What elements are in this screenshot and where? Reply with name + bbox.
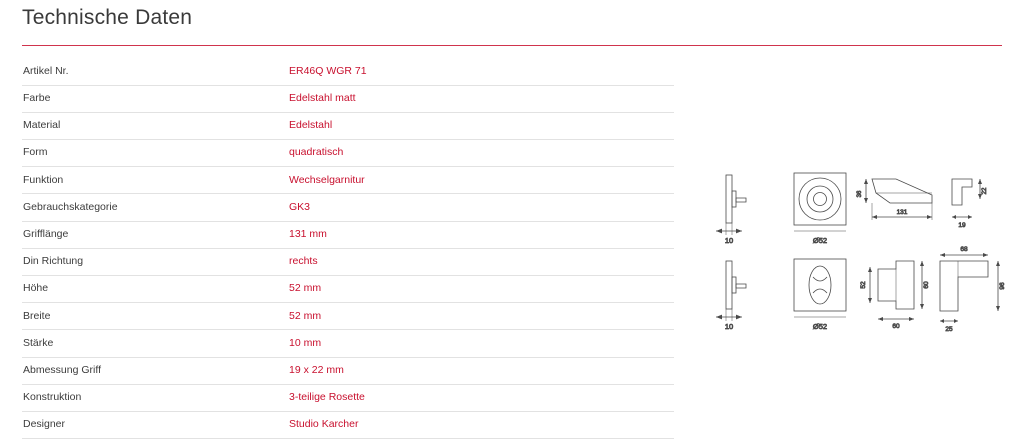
spec-value: rechts — [287, 248, 674, 275]
spec-label: Gebrauchskategorie — [22, 194, 287, 221]
spec-value: 52 mm — [287, 276, 674, 303]
table-row — [22, 384, 674, 411]
drawing-rosette-profile — [868, 261, 924, 321]
table-row — [22, 276, 674, 303]
table-row — [22, 221, 674, 248]
table-row — [22, 303, 674, 330]
spec-value: 52 mm — [287, 303, 674, 330]
dim-rosette-block-height: 60 — [923, 281, 930, 289]
spec-label: Din Richtung — [22, 248, 287, 275]
spec-label: Designer — [22, 411, 287, 438]
dim-handle-depth: 19 — [958, 222, 966, 229]
spec-value: Wechselgarnitur — [287, 167, 674, 194]
drawing-rosette-square-top — [794, 173, 846, 231]
spec-label: Material — [22, 112, 287, 139]
spec-value: 19 x 22 mm — [287, 357, 674, 384]
spec-label: Funktion — [22, 167, 287, 194]
dim-handle-height-right: 22 — [982, 187, 988, 195]
drawing-lever-side-view — [940, 253, 1000, 323]
spec-value: 10 mm — [287, 330, 674, 357]
spec-value: 3-teilige Rosette — [287, 384, 674, 411]
dim-rosette-height: 52 — [860, 281, 867, 289]
drawing-side-view-bottom — [716, 261, 746, 321]
technical-drawings — [700, 165, 1010, 345]
dim-rosette-width: 60 — [892, 323, 900, 330]
spec-value: Edelstahl — [287, 112, 674, 139]
table-row — [22, 248, 674, 275]
spec-value: ER46Q WGR 71 — [287, 58, 674, 85]
table-row — [22, 85, 674, 112]
specifications-table — [22, 58, 674, 439]
dim-rosette-diameter-bottom: Ø52 — [812, 322, 828, 331]
spec-label: Stärke — [22, 330, 287, 357]
page-title: Technische Daten — [22, 6, 193, 29]
spec-label: Grifflänge — [22, 221, 287, 248]
technical-drawings-svg — [700, 165, 1010, 345]
drawing-rosette-square-bottom — [794, 259, 846, 317]
table-row — [22, 357, 674, 384]
spec-value: quadratisch — [287, 140, 674, 167]
table-row — [22, 140, 674, 167]
dim-lever-depth: 25 — [945, 326, 953, 333]
table-row — [22, 167, 674, 194]
spec-label: Höhe — [22, 276, 287, 303]
dim-lever-height: 96 — [999, 282, 1006, 290]
drawing-side-view-top — [716, 175, 746, 235]
dim-handle-height-left: 36 — [857, 190, 863, 198]
dim-lever-width: 68 — [960, 246, 968, 253]
table-row — [22, 112, 674, 139]
spec-value: Edelstahl matt — [287, 85, 674, 112]
table-row — [22, 58, 674, 85]
specifications-table-body — [22, 58, 674, 439]
dim-rosette-diameter-top: Ø52 — [812, 236, 828, 245]
table-row — [22, 411, 674, 438]
spec-value: 131 mm — [287, 221, 674, 248]
spec-label: Konstruktion — [22, 384, 287, 411]
table-row — [22, 330, 674, 357]
table-row — [22, 194, 674, 221]
dim-handle-length: 131 — [896, 209, 908, 216]
dim-side-thickness-bottom: 10 — [724, 322, 734, 331]
drawing-lever-top-view — [864, 179, 982, 220]
spec-label: Farbe — [22, 85, 287, 112]
spec-value: Studio Karcher — [287, 411, 674, 438]
spec-label: Form — [22, 140, 287, 167]
spec-value: GK3 — [287, 194, 674, 221]
spec-label: Breite — [22, 303, 287, 330]
spec-label: Abmessung Griff — [22, 357, 287, 384]
title-divider — [22, 45, 1002, 46]
spec-label: Artikel Nr. — [22, 58, 287, 85]
dim-side-thickness-top: 10 — [724, 236, 734, 245]
